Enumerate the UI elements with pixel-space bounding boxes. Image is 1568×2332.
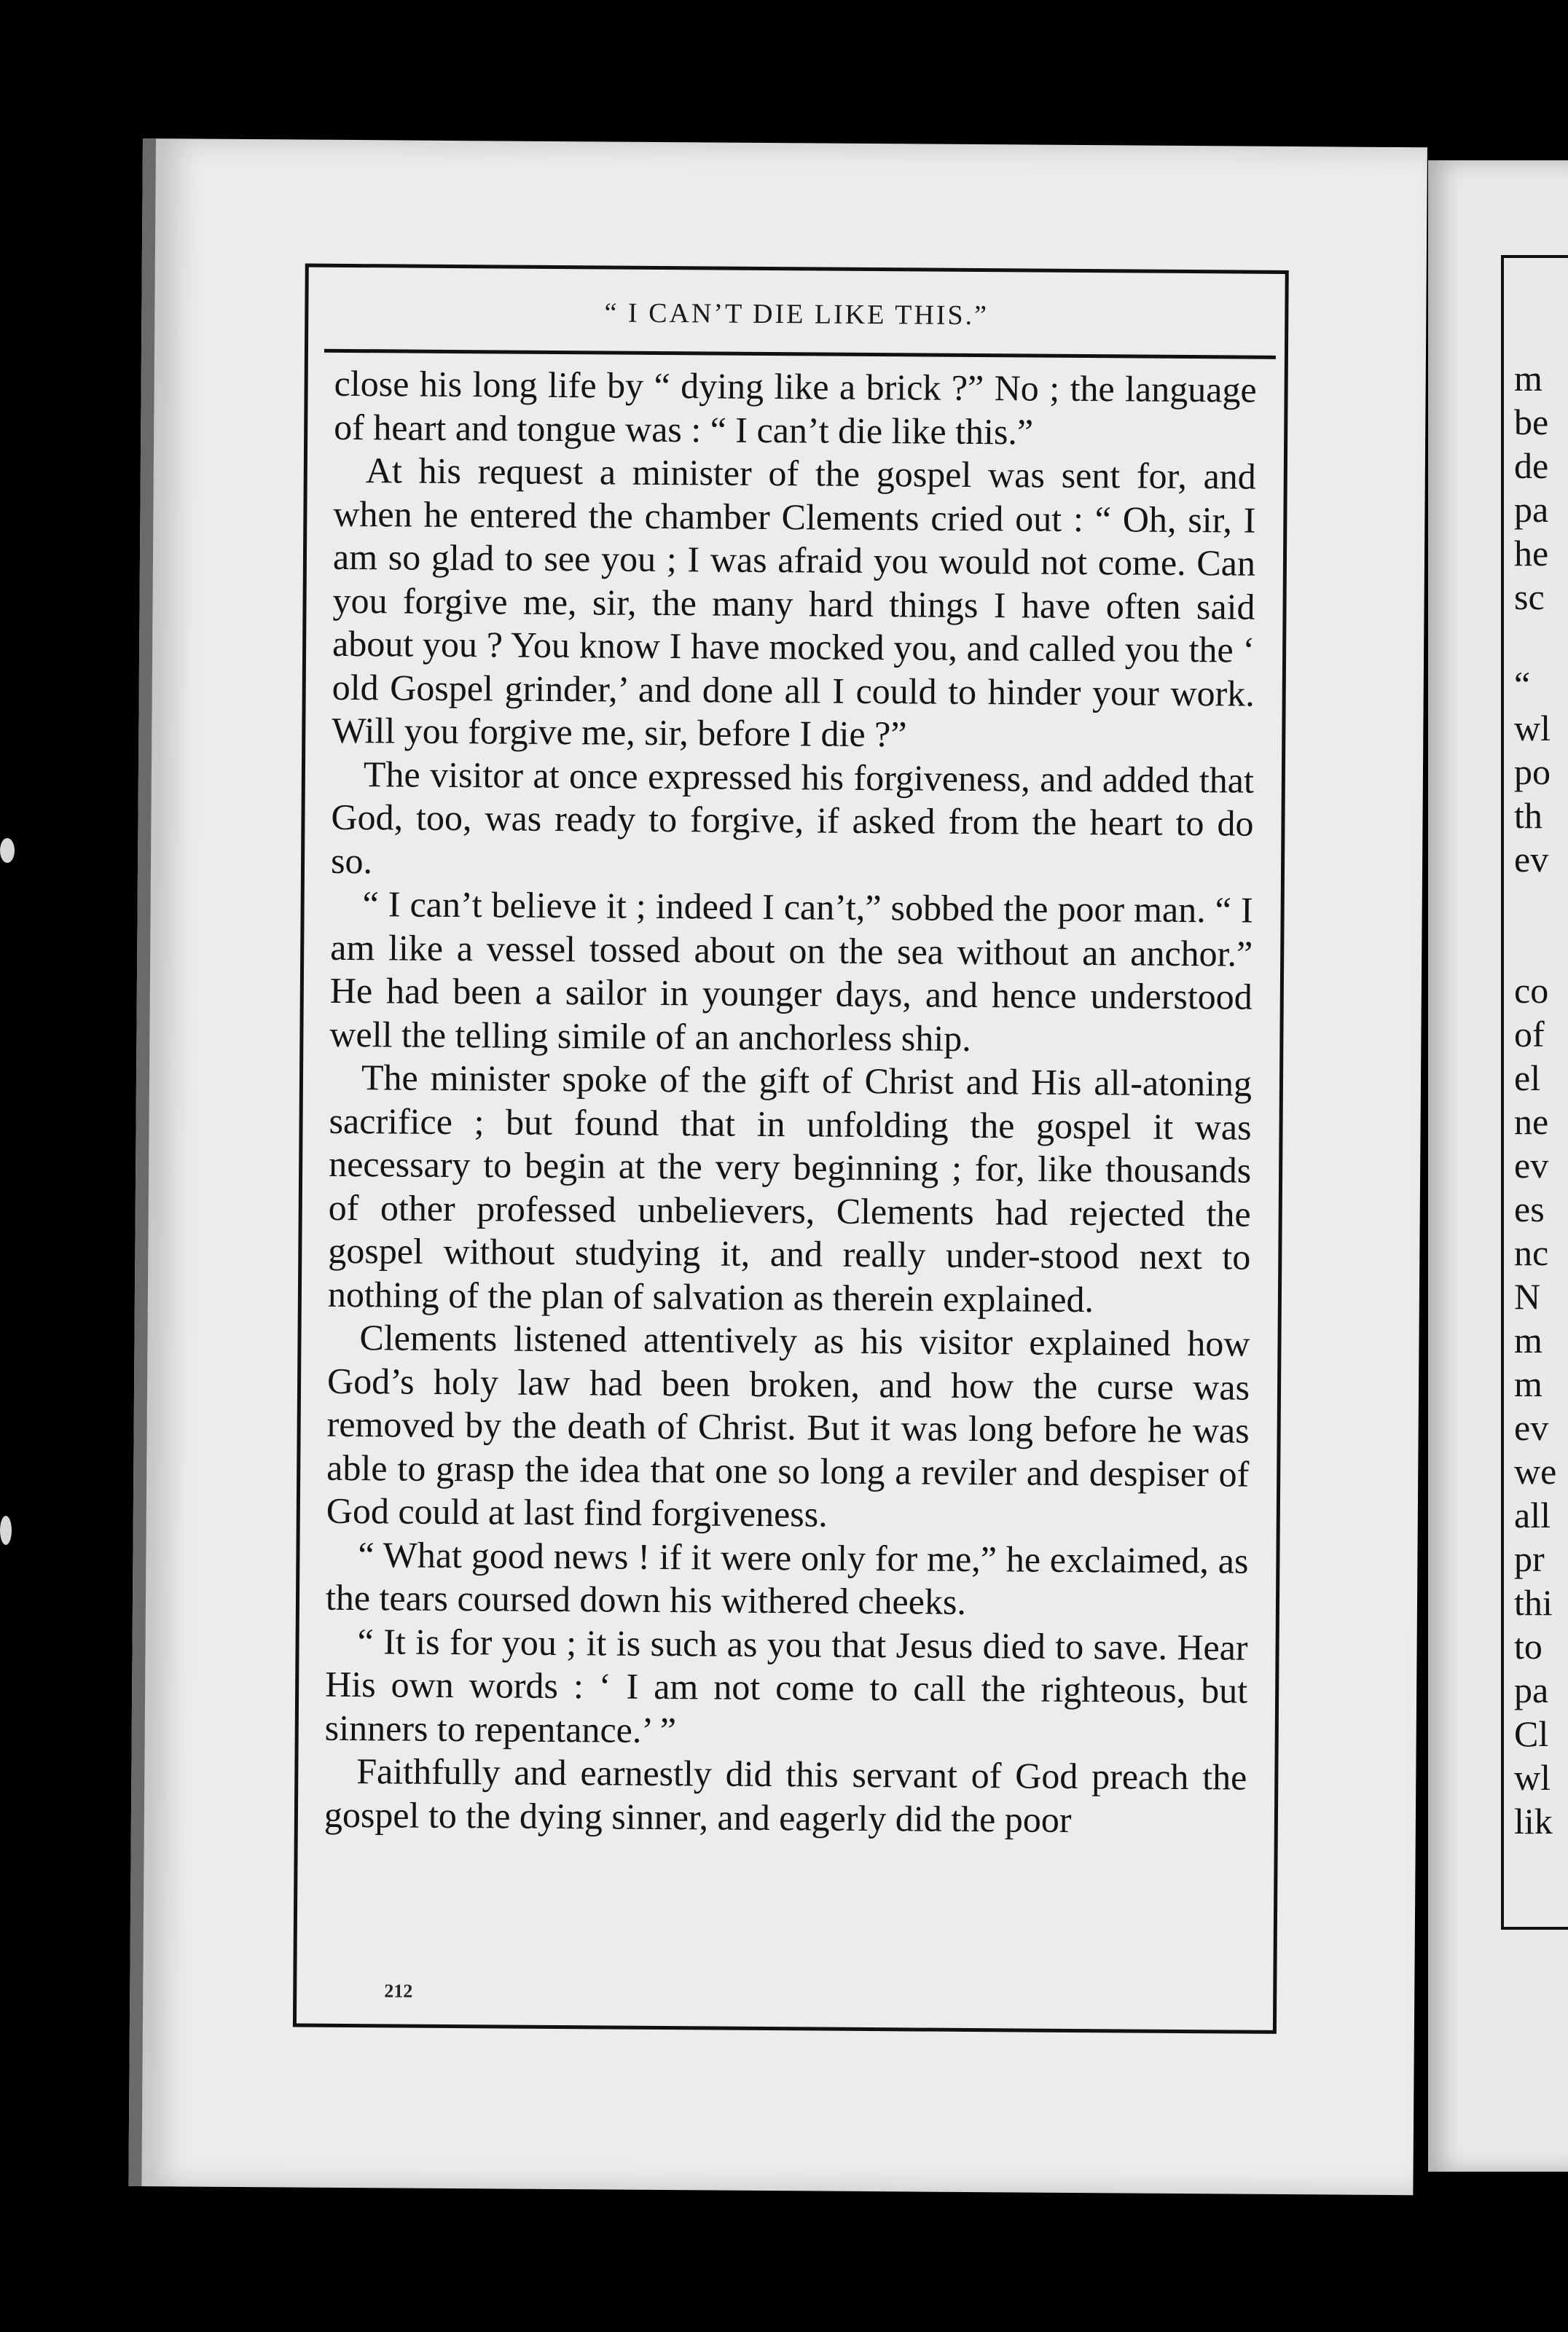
right-page-line: all bbox=[1514, 1495, 1551, 1535]
right-page-line: to bbox=[1514, 1626, 1542, 1667]
body-text bbox=[324, 362, 1257, 1843]
right-page-line: be bbox=[1514, 402, 1549, 442]
right-page-line: pa bbox=[1514, 1670, 1549, 1710]
right-page-line: ev bbox=[1514, 1407, 1549, 1448]
right-page-line: th bbox=[1514, 795, 1542, 836]
paragraph: “ What good news ! if it were only for me,” he exclaimed, as the tears coursed down his withered cheeks. bbox=[325, 1533, 1249, 1622]
right-page-line: lik bbox=[1514, 1801, 1553, 1842]
right-page-line: sc bbox=[1514, 576, 1545, 617]
right-page-line: he bbox=[1514, 533, 1549, 574]
right-page bbox=[1428, 160, 1568, 2172]
right-page-line: pa bbox=[1514, 489, 1549, 530]
page-number: 212 bbox=[384, 1980, 413, 2002]
right-page-line: m bbox=[1514, 1363, 1542, 1404]
right-page-line: es bbox=[1514, 1189, 1545, 1229]
paragraph: Clements listened attentively as his visitor explained how God’s holy law had been broken, and how the curse was removed by the death of Christ. But it was long before he was able to grasp the idea that one so long a reviler and despiser of God could at last find forgiveness. bbox=[326, 1317, 1250, 1535]
right-page-line: de bbox=[1514, 445, 1549, 486]
scan-speck bbox=[0, 838, 15, 863]
right-page-line: Cl bbox=[1514, 1713, 1549, 1754]
right-page-line: we bbox=[1514, 1451, 1557, 1492]
right-page-line: wl bbox=[1514, 1757, 1551, 1798]
right-page-line: el bbox=[1514, 1057, 1541, 1098]
header-rule bbox=[324, 349, 1276, 359]
right-page-line: ne bbox=[1514, 1101, 1549, 1142]
right-page-line: co bbox=[1514, 970, 1549, 1011]
left-page bbox=[128, 138, 1427, 2195]
paragraph: Faithfully and earnestly did this servant of God preach the gospel to the dying sinner, and eagerly did the poor bbox=[324, 1750, 1247, 1840]
text-frame bbox=[293, 264, 1289, 2034]
right-page-line: “ bbox=[1514, 664, 1531, 705]
scan-speck bbox=[0, 1516, 12, 1545]
right-page-line: N bbox=[1514, 1276, 1541, 1317]
paragraph: The minister spoke of the gift of Christ and His all-atoning sacrifice ; but found that in unfolding the gospel it was necessary to begin at the very beginning ; for, like thousands of other professed unbelievers, Clements had rejected the gospel without studying it, and really under-stood next to nothing of the plan of salvation as therein explained. bbox=[327, 1057, 1253, 1320]
right-page-line: of bbox=[1514, 1014, 1545, 1055]
right-page-line: m bbox=[1514, 358, 1542, 399]
paragraph: The visitor at once expressed his forgiveness, and added that God, too, was ready to forgive, if asked from the heart to do so. bbox=[330, 753, 1255, 881]
paragraph: “ I can’t believe it ; indeed I can’t,” sobbed the poor man. “ I am like a vessel tossed about on the sea without an anchor.” He had been a sailor in younger days, and hence understood well the telling simile of an anchorless ship. bbox=[329, 883, 1253, 1059]
right-page-line: thi bbox=[1514, 1582, 1553, 1623]
right-page-line: pr bbox=[1514, 1538, 1545, 1579]
right-page-line: m bbox=[1514, 1320, 1542, 1361]
right-page-line: ev bbox=[1514, 1145, 1549, 1186]
right-page-line: po bbox=[1514, 751, 1551, 792]
paragraph: At his request a minister of the gospel was sent for, and when he entered the chamber Clements cried out : “ Oh, sir, I am so glad to see you ; I was afraid you would not come. Can you forgive me, sir, the many hard things I have often said about you ? You know I have mocked you, and called you the ‘ old Gospel grinder,’ and done all I could to hinder your work. Will you forgive me, sir, before I die ?” bbox=[332, 450, 1256, 755]
running-head: “ I CAN’T DIE LIKE THIS.” bbox=[604, 297, 989, 332]
paragraph: “ It is for you ; it is such as you that Jesus died to save. Hear His own words : ‘ I am not come to call the righteous, but sinners to repentance.’ ” bbox=[324, 1620, 1248, 1750]
right-page-line: wl bbox=[1514, 708, 1551, 748]
right-page-line: nc bbox=[1514, 1232, 1549, 1273]
paragraph: close his long life by “ dying like a brick ?” No ; the language of heart and tongue was : “ I can’t die like this.” bbox=[334, 362, 1257, 453]
right-page-line: ev bbox=[1514, 839, 1549, 880]
